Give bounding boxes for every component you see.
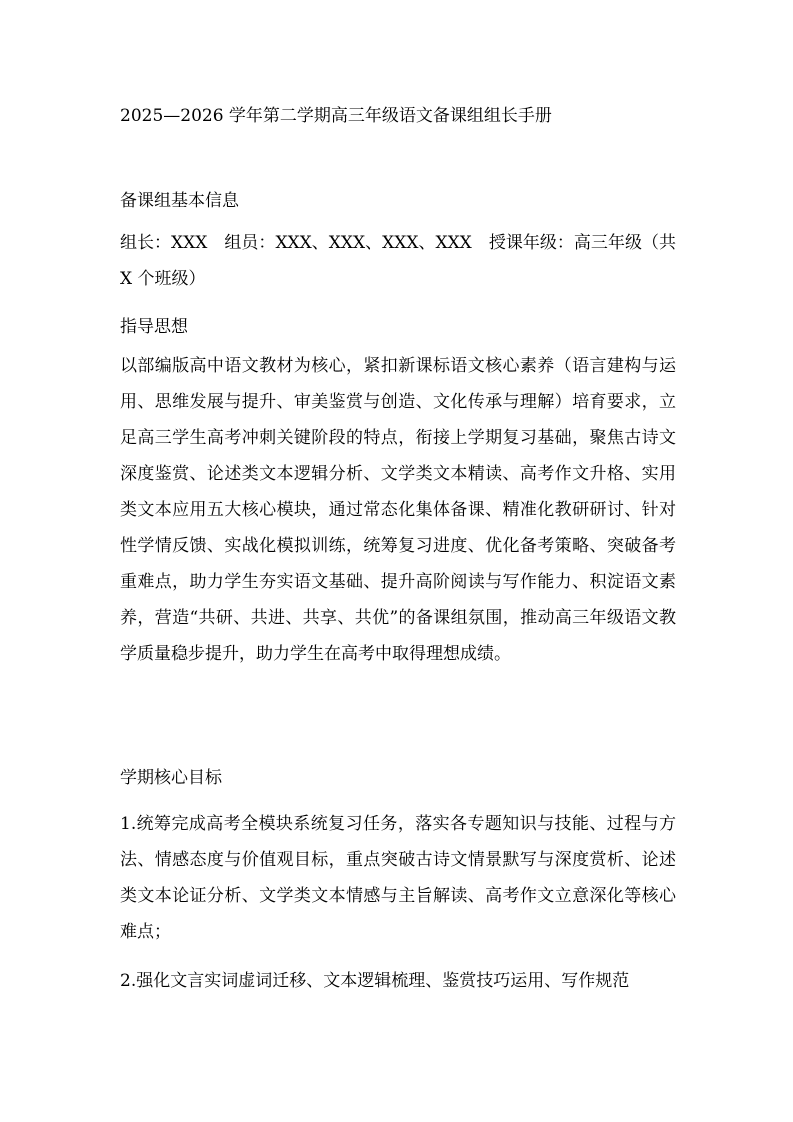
section-heading-guiding-idea: 指导思想 xyxy=(120,317,188,337)
core-goal-item-1: 1.统筹完成高考全模块系统复习任务，落实各专题知识与技能、过程与方法、情感态度与价值观目标，重点突破古诗文情景默写与深度赏析、论述类文本论证分析、文学类文本情感与主旨解读、高考作文立意深化等核心难点； xyxy=(120,814,676,942)
section-heading-core-goals: 学期核心目标 xyxy=(120,768,222,788)
core-goal-item-2: 2.强化文言实词虚词迁移、文本逻辑梳理、鉴赏技巧运用、写作规范 xyxy=(120,971,630,991)
section-heading-basic-info: 备课组基本信息 xyxy=(120,191,239,211)
basic-info-paragraph: 组长：XXX 组员：XXX、XXX、XXX、XXX 授课年级：高三年级（共 X 个班级） xyxy=(120,233,676,289)
guiding-idea-paragraph: 以部编版高中语文教材为核心，紧扣新课标语文核心素养（语言建构与运用、思维发展与提升、审美鉴赏与创造、文化传承与理解）培育要求，立足高三学生高考冲刺关键阶段的特点，衔接上学期复习基础，聚焦古诗文深度鉴赏、论述类文本逻辑分析、文学类文本精读、高考作文升格、实用类文本应用五大核心模块，通过常态化集体备课、精准化教研研讨、针对性学情反馈、实战化模拟训练，统筹复习进度、优化备考策略、突破备考重难点，助力学生夯实语文基础、提升高阶阅读与写作能力、积淀语文素养，营造“共研、共进、共享、共优”的备课组氛围，推动高三年级语文教学质量稳步提升，助力学生在高考中取得理想成绩。 xyxy=(120,356,676,664)
document-title: 2025—2026 学年第二学期高三年级语文备课组组长手册 xyxy=(120,106,552,126)
